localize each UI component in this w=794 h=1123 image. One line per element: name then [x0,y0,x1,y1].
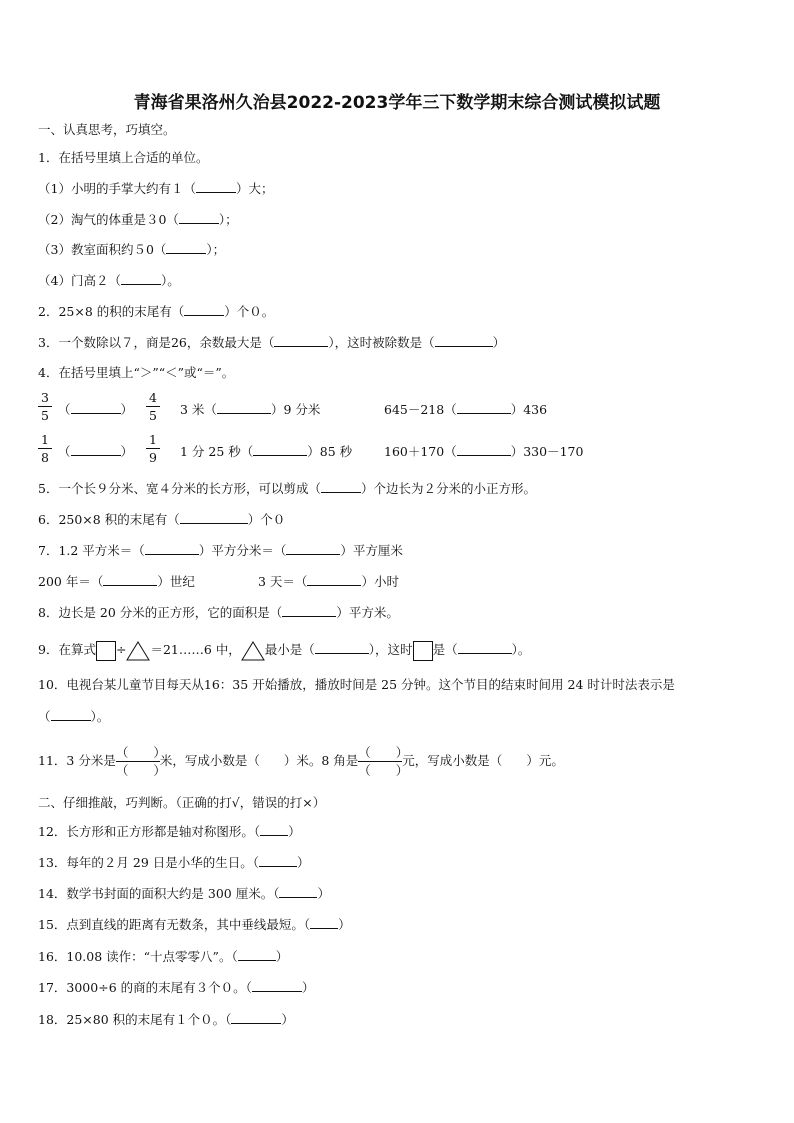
question-17 [38,979,314,996]
question-15 [38,916,351,933]
text: ）米。8 角是 [283,753,359,768]
answer-blank[interactable] [307,573,361,586]
text: 是（ [432,642,458,657]
text: 14．数学书封面的面积大约是 300 厘米。（ [38,886,280,901]
text: 18．25×80 积的末尾有１个０。（ [38,1012,232,1027]
text: ）。 [90,709,110,724]
text: ） [281,1012,294,1027]
answer-blank[interactable] [286,542,340,555]
text: ） [120,444,134,459]
text: ）元。 [526,753,564,768]
text: ） [317,886,330,901]
text: ）。 [160,273,180,288]
question-12 [38,823,301,840]
answer-blank[interactable] [231,1011,281,1024]
text: （2）淘气的体重是３0（ [38,212,179,227]
text: ＝21……6 中， [150,642,241,657]
text: ）个０。 [224,304,275,319]
text: ）； [218,212,238,227]
text: ）平方厘米 [340,543,403,558]
blank-fraction[interactable] [358,744,409,779]
answer-blank[interactable] [180,511,248,524]
text: ），这时被除数是（ [328,335,435,350]
answer-blank[interactable] [179,211,219,224]
answer-blank[interactable] [253,443,307,456]
answer-blank[interactable] [321,480,361,493]
denominator: 5 [41,408,49,423]
numerator-blank[interactable]: （ ） [358,745,409,760]
text: ）平方米。 [336,605,399,620]
question-1-1 [38,180,273,197]
question-7-days [258,573,399,590]
denominator-blank[interactable]: （ ） [115,763,166,778]
text: 15．点到直线的距离有无数条，其中垂线最短。（ [38,917,311,932]
answer-blank[interactable] [252,979,302,992]
compare-item-6 [384,443,583,460]
question-3 [38,334,505,351]
answer-blank[interactable] [274,334,328,347]
answer-blank[interactable] [260,823,288,836]
question-1-4 [38,272,180,289]
answer-blank[interactable] [259,854,297,867]
answer-blank[interactable] [184,303,224,316]
question-14 [38,885,330,902]
text: （ [38,709,51,724]
text: ）9 分米 [270,402,321,417]
answer-blank[interactable] [279,885,317,898]
fraction-1-8 [38,432,52,465]
question-2 [38,303,274,320]
text: ）个边长为２分米的小正方形。 [360,481,536,496]
text: 13．每年的２月 29 日是小华的生日。（ [38,855,260,870]
text: 米，写成小数是（ [159,753,260,768]
text: ） [492,335,506,350]
text: 3 天＝（ [258,574,308,589]
question-1-2 [38,211,238,228]
answer-blank[interactable] [282,604,336,617]
compare-blank-1 [58,401,133,418]
answer-blank[interactable] [71,401,121,414]
text: 645－218（ [384,402,457,417]
answer-blank[interactable] [458,641,512,654]
answer-blank[interactable] [166,241,206,254]
text: 200 年＝（ [38,574,104,589]
question-8 [38,604,399,621]
text: ÷ [115,642,127,657]
denominator: 8 [41,450,49,465]
question-9 [38,639,530,661]
numerator: 1 [41,432,49,447]
compare-blank-4 [58,443,133,460]
square-shape [413,641,433,661]
text: ）平方分米＝（ [198,543,287,558]
compare-item-2 [180,401,320,418]
text: ） [301,980,315,995]
numerator-blank[interactable]: （ ） [115,745,166,760]
text: ） [338,917,351,932]
question-1: 1．在括号里填上合适的单位。 [38,150,209,165]
fraction-1-9 [146,432,160,465]
triangle-shape [126,641,150,661]
page-title: 青海省果洛州久治县2022-2023学年三下数学期末综合测试模拟试题 [133,93,661,113]
text: ）大； [235,181,274,196]
numerator: 4 [149,390,157,405]
question-13 [38,854,310,871]
answer-blank[interactable] [457,401,511,414]
text: ） [275,949,289,964]
fraction-3-5 [38,390,52,423]
answer-blank[interactable] [435,334,493,347]
question-4: 4．在括号里填上“＞”“＜”或“＝”。 [38,365,235,380]
square-shape [96,641,116,661]
text: ） [297,855,310,870]
fraction-bar [38,406,52,407]
fraction-bar [146,406,160,407]
text: （4）门高２（ [38,273,121,288]
triangle-shape [241,641,265,661]
text: 3 米（ [180,402,217,417]
denominator: 9 [149,450,157,465]
text: ） [288,824,301,839]
question-1-3 [38,241,225,258]
fraction-bar [146,448,160,449]
text: 9．在算式 [38,642,96,657]
answer-blank[interactable] [238,948,276,961]
text: 8．边长是 20 分米的正方形，它的面积是（ [38,605,283,620]
answer-blank[interactable] [315,641,369,654]
text: （1）小明的手掌大约有１（ [38,181,196,196]
question-10-line-2 [38,708,109,725]
compare-item-3 [384,401,547,418]
denominator: 5 [149,408,157,423]
text: （ [58,444,71,459]
question-7-line-2 [38,573,195,590]
text: ）世纪 [157,574,195,589]
compare-item-5 [180,443,352,460]
answer-blank[interactable] [310,916,338,929]
text: ）330－170 [510,444,584,459]
section-heading-2: 二、仔细推敲，巧判断。（正确的打√，错误的打×） [38,795,326,810]
text: 12．长方形和正方形都是轴对称图形。（ [38,824,261,839]
text: （ [58,402,71,417]
section-heading-1: 一、认真思考，巧填空。 [38,122,176,137]
text: ）小时 [361,574,399,589]
text: ）； [206,242,226,257]
text: 160＋170（ [384,444,457,459]
text: 17．3000÷6 的商的末尾有３个０。（ [38,980,252,995]
answer-blank[interactable] [71,443,121,456]
text: ） [120,402,134,417]
answer-blank[interactable] [121,272,161,285]
question-5 [38,480,536,497]
text: 2．25×8 的积的末尾有（ [38,304,185,319]
text: 11．3 分米是 [38,753,116,768]
text: 最小是（ [264,642,315,657]
text: 1 分 25 秒（ [180,444,254,459]
text: ）85 秒 [307,444,353,459]
answer-blank[interactable] [51,708,91,721]
fraction-4-5 [146,390,160,423]
text: 7．1.2 平方米＝（ [38,543,145,558]
question-7 [38,542,403,559]
denominator-blank[interactable]: （ ） [358,763,409,778]
text: 16．10.08 读作：“十点零零八”。（ [38,949,238,964]
answer-blank[interactable] [145,542,199,555]
text: （3）教室面积约５0（ [38,242,167,257]
fraction-bar [38,448,52,449]
numerator: 3 [41,390,49,405]
question-18 [38,1011,294,1028]
question-10: 10．电视台某儿童节目每天从16：35 开始播放，播放时间是 25 分钟。这个节目的结束时间用 24 时计时法表示是 [38,677,675,692]
numerator: 1 [149,432,157,447]
text: ）。 [511,642,531,657]
answer-blank[interactable] [217,401,271,414]
text: ）个０ [247,512,286,527]
question-6 [38,511,285,528]
answer-blank[interactable] [196,180,236,193]
text: ），这时 [368,642,413,657]
text: 元，写成小数是（ [402,753,503,768]
text: 6．250×8 积的末尾有（ [38,512,180,527]
text: 5．一个长９分米、宽４分米的长方形，可以剪成（ [38,481,321,496]
question-16 [38,948,288,965]
question-11 [38,740,564,782]
text: 3．一个数除以７，商是26，余数最大是（ [38,335,275,350]
blank-fraction[interactable] [115,744,166,779]
text: ）436 [510,402,548,417]
answer-blank[interactable] [457,443,511,456]
answer-blank[interactable] [103,573,157,586]
